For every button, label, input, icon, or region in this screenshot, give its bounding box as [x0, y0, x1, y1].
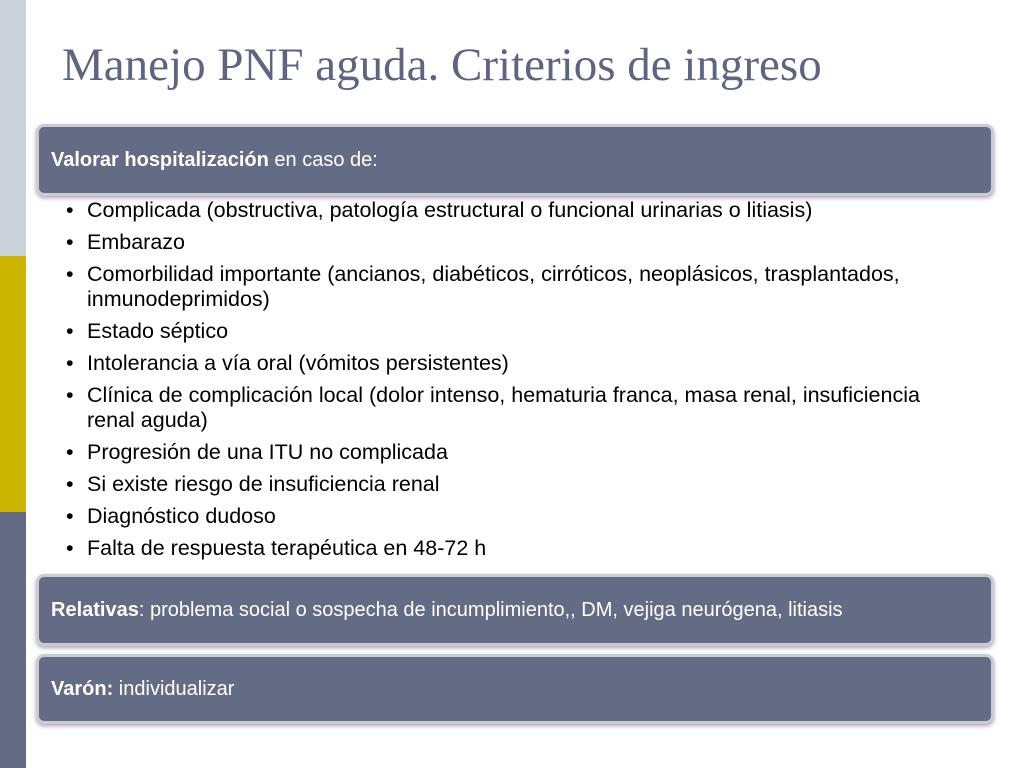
- header-box-text: en caso de:: [268, 148, 378, 171]
- list-item: • Intolerancia a vía oral (vómitos persistentes): [62, 351, 962, 376]
- varon-bold: Varón:: [51, 677, 114, 700]
- slide-title: Manejo PNF aguda. Criterios de ingreso: [62, 39, 822, 91]
- header-box-bold: Valorar hospitalización: [51, 148, 269, 171]
- list-item: • Comorbilidad importante (ancianos, diabéticos, cirróticos, neoplásicos, trasplantados, inmunodeprimidos): [62, 262, 962, 312]
- criteria-list: [62, 198, 962, 568]
- decorative-stripe-top: [0, 0, 26, 256]
- list-item: • Diagnóstico dudoso: [62, 504, 962, 529]
- hospitalization-header-box: [36, 124, 994, 196]
- list-item: • Clínica de complicación local (dolor intenso, hematuria franca, masa renal, insuficiencia renal aguda): [62, 383, 962, 433]
- relativas-box: [36, 574, 994, 646]
- varon-text: individualizar: [113, 677, 235, 700]
- list-item: • Complicada (obstructiva, patología estructural o funcional urinarias o litiasis): [62, 198, 962, 223]
- varon-box: [36, 654, 994, 724]
- list-item: • Falta de respuesta terapéutica en 48-72 h: [62, 536, 962, 561]
- relativas-bold: Relativas: [51, 598, 139, 621]
- relativas-text: : problema social o sospecha de incumplimiento,, DM, vejiga neurógena, litiasis: [138, 598, 843, 621]
- list-item: • Embarazo: [62, 230, 962, 255]
- decorative-stripe-middle: [0, 256, 26, 512]
- list-item: • Estado séptico: [62, 319, 962, 344]
- list-item: • Progresión de una ITU no complicada: [62, 440, 962, 465]
- decorative-stripe-bottom: [0, 512, 26, 768]
- list-item: • Si existe riesgo de insuficiencia renal: [62, 472, 962, 497]
